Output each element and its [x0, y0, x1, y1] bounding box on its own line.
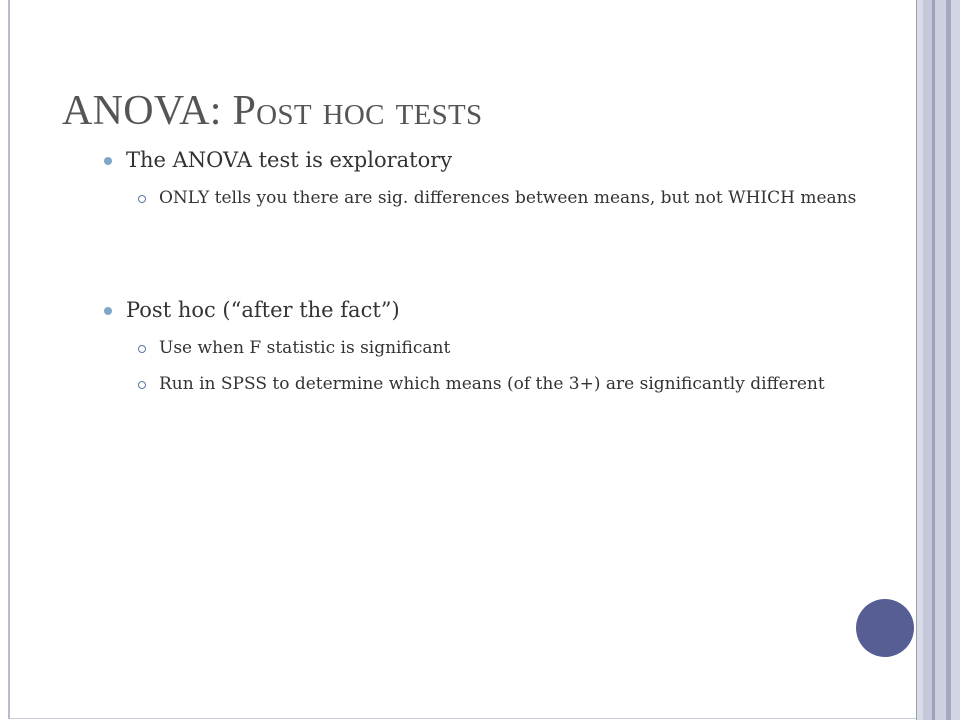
- right-stripe-decoration: [916, 0, 923, 720]
- bullet-item: [104, 148, 453, 173]
- sub-bullet-text: Use when F statistic is significant: [159, 338, 451, 358]
- sub-bullet-ring-icon: [138, 195, 146, 203]
- right-stripe-decoration: [923, 0, 932, 720]
- sub-bullet-item: [138, 335, 879, 361]
- right-stripe-decoration: [951, 0, 960, 720]
- sub-bullet-item: [138, 185, 879, 211]
- bullet-text: Post hoc (“after the fact”): [126, 298, 400, 322]
- decorative-circle-icon: [856, 599, 914, 657]
- sub-bullet-item: [138, 371, 879, 397]
- sub-bullet-ring-icon: [138, 381, 146, 389]
- slide-title: ANOVA: Post hoc tests: [62, 88, 483, 134]
- sub-bullet-text: Run in SPSS to determine which means (of the 3+) are significantly different: [159, 374, 825, 394]
- bullet-dot-icon: [104, 157, 112, 165]
- sub-bullet-ring-icon: [138, 345, 146, 353]
- bullet-item: [104, 298, 400, 323]
- bullet-dot-icon: [104, 307, 112, 315]
- bullet-text: The ANOVA test is exploratory: [126, 148, 453, 172]
- sub-bullet-text: ONLY tells you there are sig. differences between means, but not WHICH means: [159, 188, 857, 208]
- right-stripe-decoration: [935, 0, 946, 720]
